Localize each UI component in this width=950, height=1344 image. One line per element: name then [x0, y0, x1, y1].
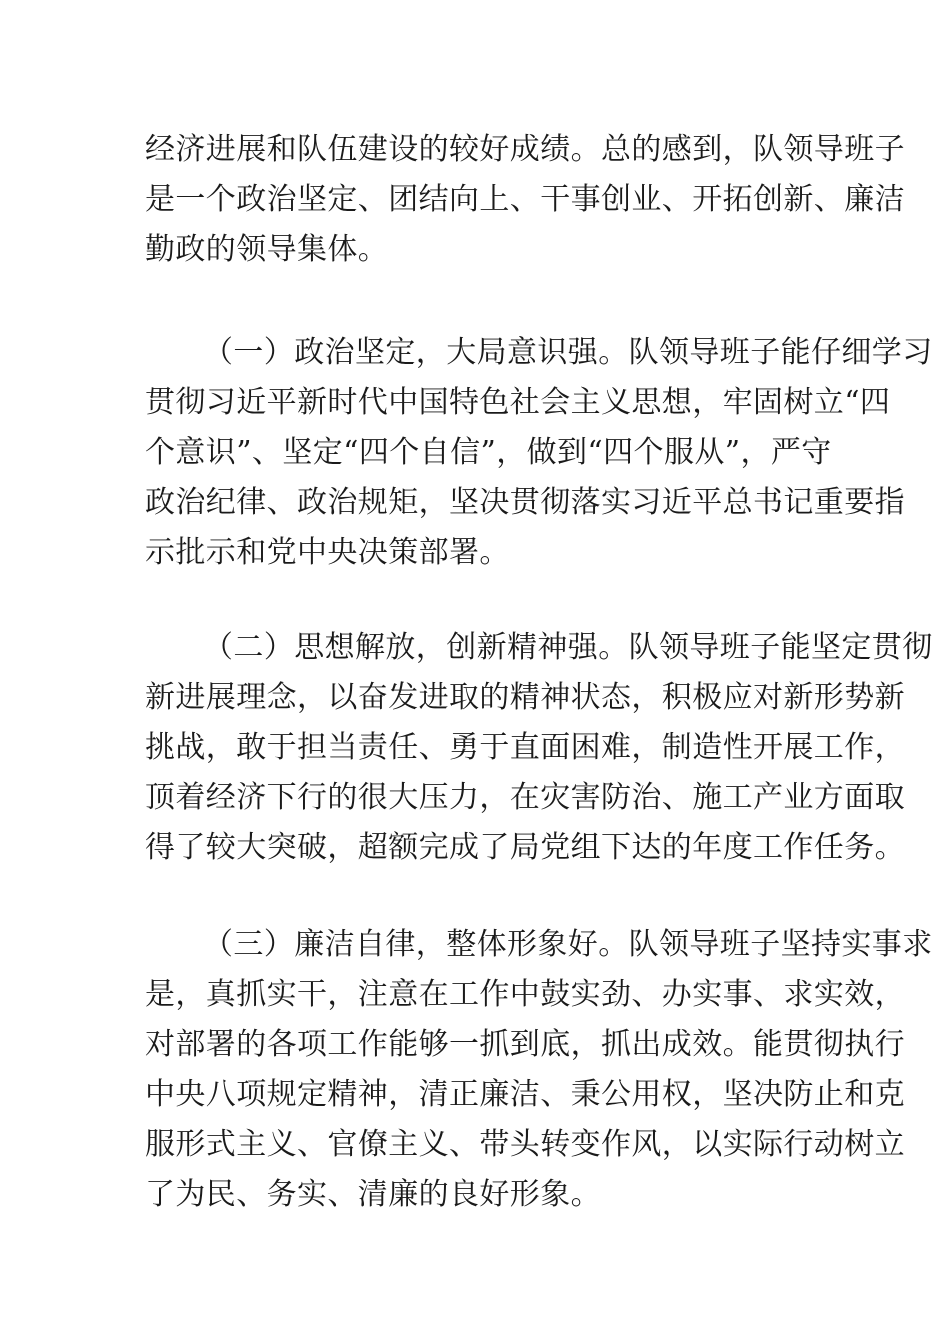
paragraph-3-line-1: （二）思想解放，创新精神强。队领导班子能坚定贯彻: [203, 630, 933, 665]
paragraph-1-line-2: 是一个政治坚定、团结向上、干事创业、开拓创新、廉洁: [145, 182, 905, 217]
paragraph-2-line-5: 示批示和党中央决策部署。: [145, 535, 510, 570]
paragraph-4-line-4: 中央八项规定精神，清正廉洁、秉公用权，坚决防止和克: [145, 1077, 905, 1112]
paragraph-4-line-2: 是，真抓实干，注意在工作中鼓实劲、办实事、求实效，: [145, 977, 905, 1012]
paragraph-4-line-6: 了为民、务实、清廉的良好形象。: [145, 1177, 601, 1212]
paragraph-3-line-2: 新进展理念，以奋发进取的精神状态，积极应对新形势新: [145, 680, 905, 715]
paragraph-4-line-1: （三）廉洁自律，整体形象好。队领导班子坚持实事求: [203, 927, 933, 962]
paragraph-2-line-4: 政治纪律、政治规矩，坚决贯彻落实习近平总书记重要指: [145, 485, 905, 520]
paragraph-2-line-2: 贯彻习近平新时代中国特色社会主义思想，牢固树立“四: [145, 385, 891, 420]
paragraph-2-line-1: （一）政治坚定，大局意识强。队领导班子能仔细学习: [203, 335, 933, 370]
paragraph-3-line-5: 得了较大突破，超额完成了局党组下达的年度工作任务。: [145, 830, 905, 865]
paragraph-1-line-1: 经济进展和队伍建设的较好成绩。总的感到，队领导班子: [145, 132, 905, 167]
paragraph-3-line-4: 顶着经济下行的很大压力，在灾害防治、施工产业方面取: [145, 780, 905, 815]
paragraph-4-line-5: 服形式主义、官僚主义、带头转变作风，以实际行动树立: [145, 1127, 905, 1162]
paragraph-4-line-3: 对部署的各项工作能够一抓到底，抓出成效。能贯彻执行: [145, 1027, 905, 1062]
paragraph-1-line-3: 勤政的领导集体。: [145, 232, 389, 267]
paragraph-3-line-3: 挑战，敢于担当责任、勇于直面困难，制造性开展工作，: [145, 730, 905, 765]
paragraph-2-line-3: 个意识”、坚定“四个自信”，做到“四个服从”，严守: [145, 435, 832, 470]
